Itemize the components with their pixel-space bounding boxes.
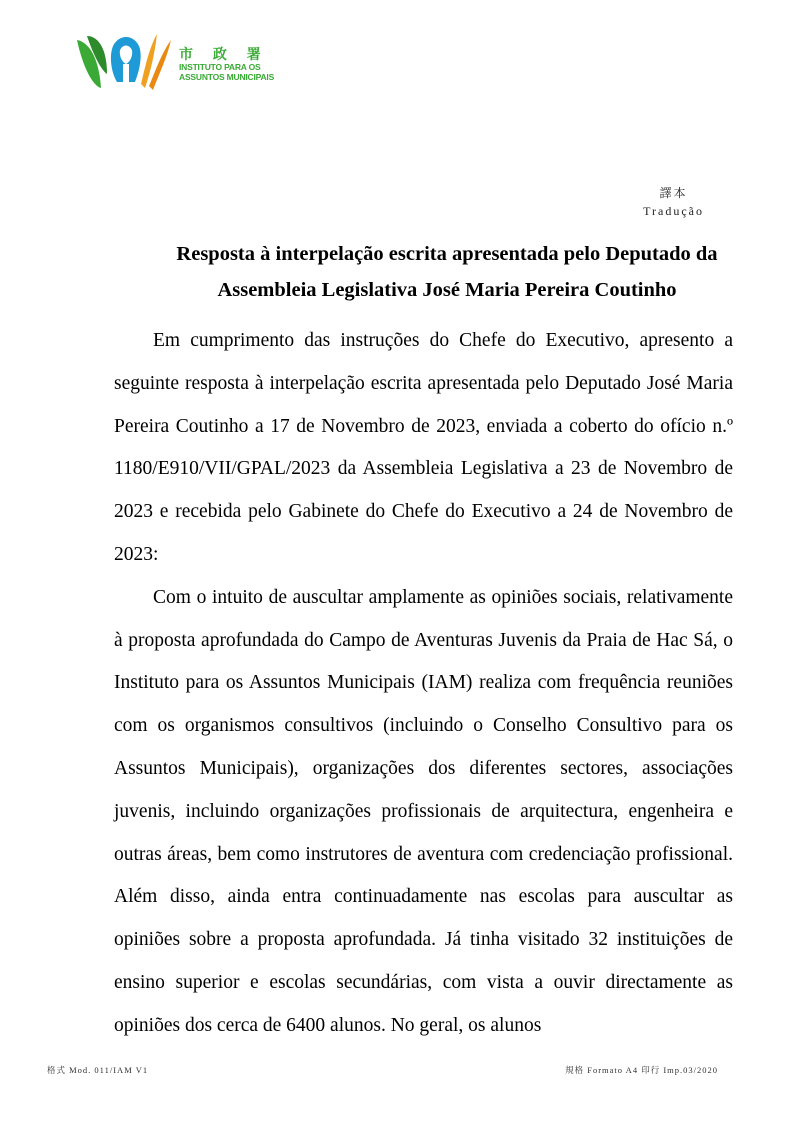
body-paragraph: Em cumprimento das instruções do Chefe do Executivo, apresento a seguinte resposta à interpelação escrita apresentada pelo Deputado José Maria Pereira Coutinho a 17 de Novembro de 2023, enviada a coberto do ofício n.º 1180/E910/VII/GPAL/2023 da Assembleia Legislativa a 23 de Novembro de 2023 e recebida pelo Gabinete do Chefe do Executivo a 24 de Novembro de 2023:: [114, 330, 733, 565]
logo-portuguese-name-line1: INSTITUTO PARA OS: [179, 62, 261, 72]
document-title-line1: Resposta à interpelação escrita apresentada pelo Deputado da: [176, 243, 718, 265]
iam-emblem-icon: [75, 28, 175, 98]
document-title-line2: Assembleia Legislativa José Maria Pereira Coutinho: [217, 279, 677, 301]
footer-print-format: 規格 Formato A4 印行 Imp.03/2020: [565, 1065, 718, 1075]
iam-logo: [75, 28, 275, 98]
logo-text: [179, 46, 274, 82]
document-body: [114, 320, 733, 1048]
document-title: [114, 236, 780, 308]
body-paragraph: Com o intuito de auscultar amplamente as opiniões sociais, relativamente à proposta aprofundada do Campo de Aventuras Juvenis da Praia de Hac Sá, o Instituto para os Assuntos Municipais (IAM) realiza com frequência reuniões com os organismos consultivos (incluindo o Conselho Consultivo para os Assuntos Municipais), organizações dos diferentes sectores, associações juvenis, incluindo organizações profissionais de arquitectura, engenheira e outras áreas, bem como instrutores de aventura com credenciação profissional. Além disso, ainda entra continuadamente nas escolas para auscultar as opiniões sobre a proposta aprofundada. Já tinha visitado 32 instituições de ensino superior e escolas secundárias, com vista a ouvir directamente as opiniões dos cerca de 6400 alunos. No geral, os alunos: [114, 586, 733, 1036]
translation-tag-pt: Tradução: [643, 204, 704, 218]
translation-tag: [643, 184, 704, 220]
translation-tag-cn: 譯本: [659, 186, 688, 200]
logo-portuguese-name-line2: ASSUNTOS MUNICIPAIS: [179, 72, 275, 82]
logo-chinese-name: 市 政 署: [179, 46, 269, 62]
footer-form-code: 格式 Mod. 011/IAM V1: [47, 1065, 149, 1075]
